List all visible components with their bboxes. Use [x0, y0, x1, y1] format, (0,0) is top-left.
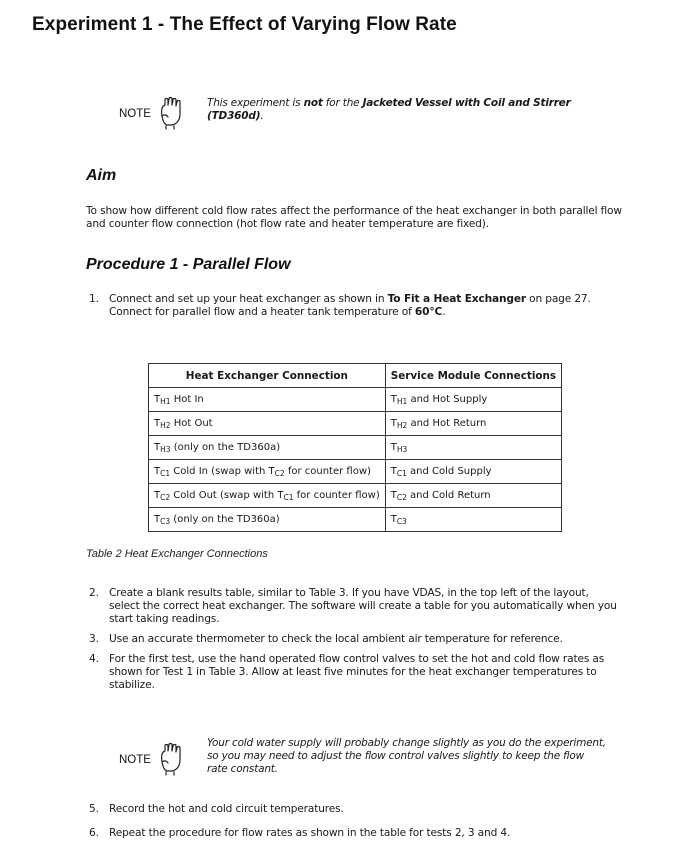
note-text: This experiment is not for the Jacketed Vessel with Coil and Stirrer (TD360d). [207, 97, 571, 122]
page-title: Experiment 1 - The Effect of Varying Flow Rate [32, 14, 457, 35]
pointing-hand-icon [156, 742, 186, 776]
table-header-row [149, 364, 562, 388]
table-row [149, 460, 562, 484]
list-item: 1. Connect and set up your heat exchanger as shown in To Fit a Heat Exchanger on page 27. Connect for parallel flow and a heater tank temperature of 60°C. [89, 293, 591, 318]
table-cell: $T_{C3}$ [385, 508, 561, 532]
list-item: 4. For the first test, use the hand operated flow control valves to set the hot and cold flow rates as shown for Test 1 in Table 3. Allow at least five minutes for the heat exchanger temperatures to stabilize. [89, 653, 605, 691]
table-caption: Table 2 Heat Exchanger Connections [86, 548, 268, 560]
pointing-hand-icon [156, 96, 186, 130]
aim-text: To show how different cold flow rates affect the performance of the heat exchanger in both parallel flow and counter flow connection (hot flow rate and heater temperature are fixed). [86, 205, 622, 230]
procedure-heading: Procedure 1 - Parallel Flow [86, 256, 291, 273]
steps-list-after [89, 803, 621, 840]
table-cell: $T_{H1}$ and Hot Supply [385, 388, 561, 412]
table-cell: $T_{H2}$ and Hot Return [385, 412, 561, 436]
step-1 [89, 293, 609, 319]
table-row [149, 508, 562, 532]
list-item: 2. Create a blank results table, similar to Table 3. If you have VDAS, in the top left of the layout, select the correct heat exchanger. The software will create a table for you automatically when you start taking readings. [89, 587, 617, 625]
steps-list [89, 587, 621, 692]
note-label: NOTE [119, 754, 151, 766]
table-cell: $T_{C2}$ and Cold Return [385, 484, 561, 508]
table-cell: $T_{H3}$ [385, 436, 561, 460]
column-header: Service Module Connections [385, 364, 561, 388]
note-text: Your cold water supply will probably change slightly as you do the experiment, so you may need to adjust the flow control valves slightly to keep the flow rate constant. [207, 737, 606, 775]
table-row [149, 436, 562, 460]
table-cell: $T_{H3}$ (only on the TD360a) [149, 436, 386, 460]
table-row [149, 388, 562, 412]
list-item: 5. Record the hot and cold circuit temperatures. [89, 803, 344, 815]
table-cell: $T_{C3}$ (only on the TD360a) [149, 508, 386, 532]
table-cell: $T_{C1}$ Cold In (swap with $T_{C2}$ for counter flow) [149, 460, 386, 484]
table-row [149, 484, 562, 508]
column-header: Heat Exchanger Connection [149, 364, 386, 388]
connections-table [148, 363, 562, 532]
table-cell: $T_{H1}$ Hot In [149, 388, 386, 412]
note-label: NOTE [119, 108, 151, 120]
table-row [149, 412, 562, 436]
aim-heading: Aim [86, 167, 117, 184]
table-cell: $T_{C1}$ and Cold Supply [385, 460, 561, 484]
list-item: 3. Use an accurate thermometer to check the local ambient air temperature for reference. [89, 633, 563, 645]
table-cell: $T_{H2}$ Hot Out [149, 412, 386, 436]
table-cell: $T_{C2}$ Cold Out (swap with $T_{C1}$ for counter flow) [149, 484, 386, 508]
list-item: 6. Repeat the procedure for flow rates as shown in the table for tests 2, 3 and 4. [89, 827, 511, 839]
